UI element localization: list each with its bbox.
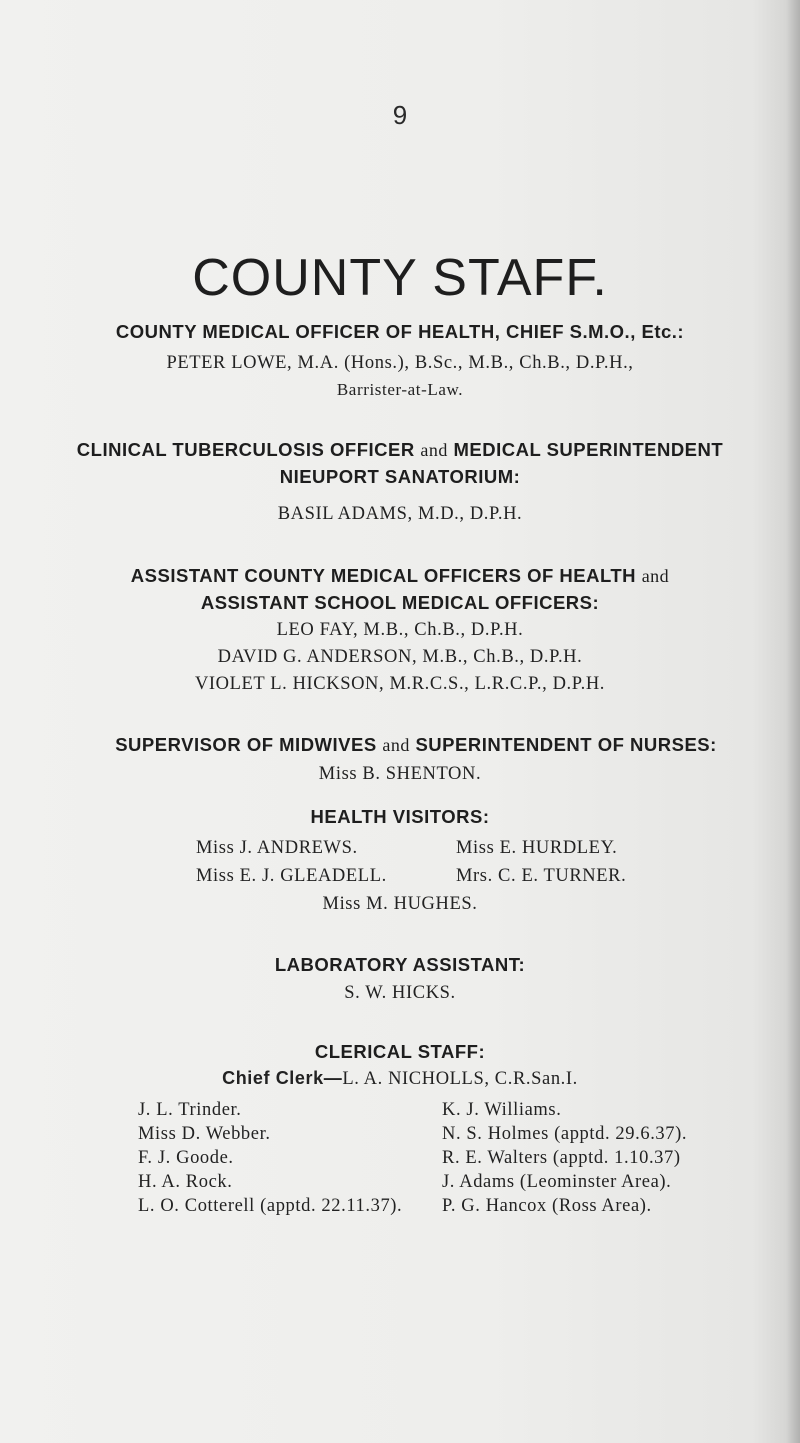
health-visitor-center: Miss M. HUGHES. <box>322 894 478 914</box>
health-visitor-right-2: Mrs. C. E. TURNER. <box>456 866 627 886</box>
clerk-left-3: F. J. Goode. <box>138 1148 234 1168</box>
clerk-left-1: J. L. Trinder. <box>138 1100 242 1120</box>
cmoh-heading: COUNTY MEDICAL OFFICER OF HEALTH, CHIEF S.M.O., Etc.: <box>115 321 685 342</box>
health-visitors-heading: HEALTH VISITORS: <box>310 806 490 827</box>
page-number: 9 <box>392 100 408 130</box>
clerk-right-5: P. G. Hancox (Ross Area). <box>442 1196 652 1216</box>
clinical-tb-heading-part2: MEDICAL SUPERINTENDENT <box>453 439 724 460</box>
assistant-cmoh-heading-part1: ASSISTANT COUNTY MEDICAL OFFICERS OF HEALTH <box>130 565 637 586</box>
clinical-tb-name: BASIL ADAMS, M.D., D.P.H. <box>277 504 523 524</box>
health-visitor-left-2: Miss E. J. GLEADELL. <box>196 866 387 886</box>
health-visitor-right-1: Miss E. HURDLEY. <box>456 838 618 858</box>
chief-clerk-name: L. A. NICHOLLS, C.R.San.I. <box>342 1069 578 1089</box>
health-visitor-left-1: Miss J. ANDREWS. <box>196 838 358 858</box>
clerk-right-4: J. Adams (Leominster Area). <box>442 1172 672 1192</box>
assistant-cmoh-heading <box>0 565 800 587</box>
laboratory-name: S. W. HICKS. <box>344 983 456 1003</box>
clinical-tb-heading-part1: CLINICAL TUBERCULOSIS OFFICER <box>76 439 415 460</box>
chief-clerk-label: Chief Clerk— <box>222 1068 343 1088</box>
assistant-cmoh-heading-line2: ASSISTANT SCHOOL MEDICAL OFFICERS: <box>200 592 600 613</box>
midwives-heading-part1: SUPERVISOR OF MIDWIVES <box>115 734 377 755</box>
assistant-cmoh-name-1: LEO FAY, M.B., Ch.B., D.P.H. <box>276 620 524 640</box>
assistant-cmoh-name-2: DAVID G. ANDERSON, M.B., Ch.B., D.P.H. <box>217 647 583 667</box>
midwives-name: Miss B. SHENTON. <box>318 764 482 784</box>
clinical-tb-heading <box>0 439 800 461</box>
clinical-tb-heading-line2: NIEUPORT SANATORIUM: <box>279 466 521 487</box>
clerk-left-4: H. A. Rock. <box>138 1172 233 1192</box>
clerk-left-5: L. O. Cotterell (apptd. 22.11.37). <box>138 1196 403 1216</box>
chief-clerk-line <box>0 1068 800 1090</box>
page-title: COUNTY STAFF. <box>192 249 608 307</box>
midwives-heading-part2: SUPERINTENDENT OF NURSES: <box>415 734 717 755</box>
clerk-left-2: Miss D. Webber. <box>138 1124 271 1144</box>
page-edge-shadow <box>786 0 800 1443</box>
clerical-heading: CLERICAL STAFF: <box>314 1041 486 1062</box>
clerk-right-3: R. E. Walters (apptd. 1.10.37) <box>442 1148 681 1168</box>
clerk-right-1: K. J. Williams. <box>442 1100 562 1120</box>
midwives-heading-and: and <box>382 735 410 755</box>
cmoh-name: PETER LOWE, M.A. (Hons.), B.Sc., M.B., Ch.B., D.P.H., <box>166 353 634 373</box>
clinical-tb-heading-and: and <box>420 440 448 460</box>
clerk-right-2: N. S. Holmes (apptd. 29.6.37). <box>442 1124 688 1144</box>
midwives-heading <box>16 734 800 756</box>
cmoh-qualification: Barrister-at-Law. <box>336 380 464 399</box>
assistant-cmoh-heading-and: and <box>641 566 670 586</box>
assistant-cmoh-name-3: VIOLET L. HICKSON, M.R.C.S., L.R.C.P., D.P.H. <box>194 674 606 694</box>
laboratory-heading: LABORATORY ASSISTANT: <box>274 954 526 975</box>
